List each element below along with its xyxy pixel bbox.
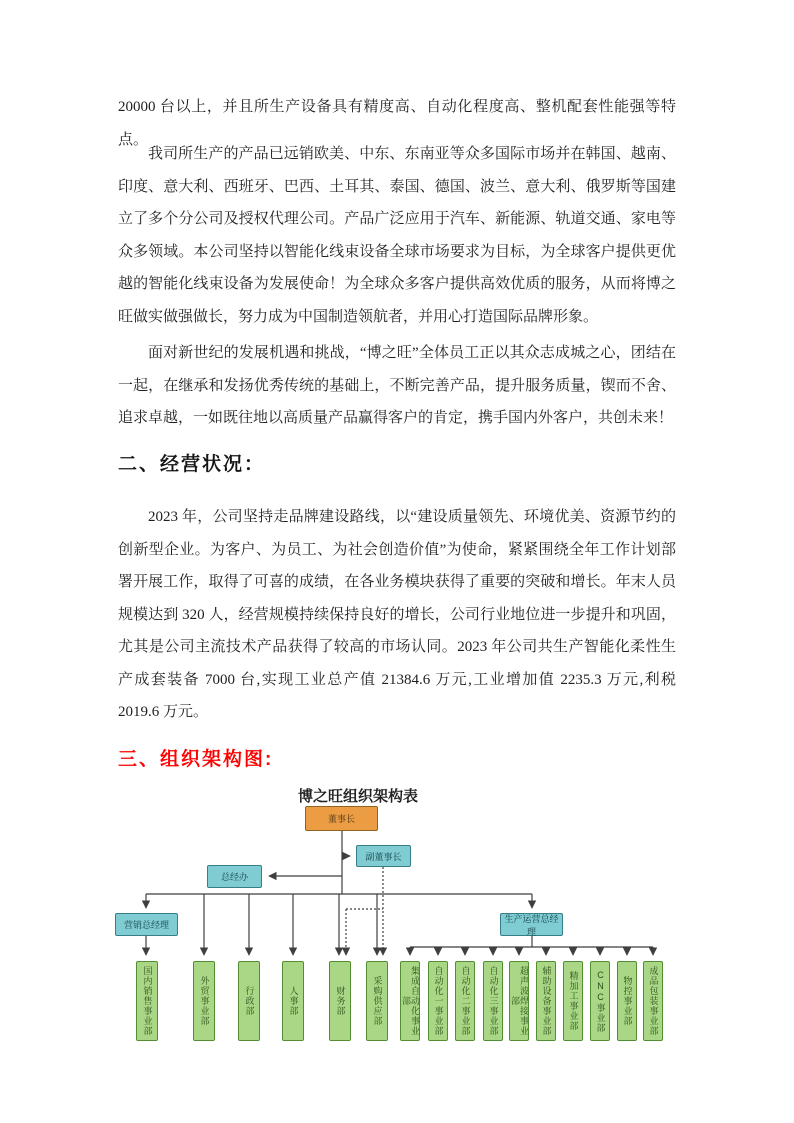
org-dept-ultrasonic-welding: 超声波焊接事业部: [509, 961, 529, 1041]
org-dept-auxiliary-equipment: 辅助设备事业部: [536, 961, 556, 1041]
paragraph-intro-tail: 20000 台以上，并且所生产设备具有精度高、自动化程度高、整机配套性能强等特点。: [118, 99, 676, 148]
org-dept-domestic-sales: 国内销售事业部: [136, 961, 158, 1041]
org-dept-automation-1: 自动化一事业部: [428, 961, 448, 1041]
org-dept-packaging: 成品包装事业部: [643, 961, 663, 1041]
heading-org-chart: 三、组织架构图:: [118, 749, 274, 770]
org-node-gm-office: 总经办: [207, 865, 262, 888]
org-dept-cnc: CNC事业部: [590, 961, 610, 1041]
org-dept-precision-machining: 精加工事业部: [563, 961, 583, 1041]
org-chart: [95, 783, 705, 1083]
org-dept-administration: 行政部: [238, 961, 260, 1041]
org-dept-automation-2: 自动化二事业部: [455, 961, 475, 1041]
org-chart-title: 博之旺组织架构表: [297, 788, 418, 805]
org-dept-material-control: 物控事业部: [617, 961, 637, 1041]
paragraph-future: 面对新世纪的发展机遇和挑战，“博之旺”全体员工正以其众志成城之心，团结在一起，在继承和发扬优秀传统的基础上，不断完善产品，提升服务质量，锲而不舍、追求卓越，一如既往地以高质量产品赢得客户的肯定，携手国内外客户，共创未来！: [118, 345, 676, 426]
org-node-operations-gm: 生产运营总经理: [500, 913, 563, 936]
org-dept-integrated-automation: 集成自动化事业部: [400, 961, 420, 1041]
org-node-vice-chairman: 副董事长: [356, 845, 411, 867]
heading-operations: 二、经营状况：: [118, 454, 266, 475]
org-dept-foreign-trade: 外贸事业部: [193, 961, 215, 1041]
org-dept-hr: 人事部: [282, 961, 304, 1041]
org-node-marketing-gm: 营销总经理: [115, 913, 178, 936]
paragraph-operations: 2023 年，公司坚持走品牌建设路线，以“建设质量领先、环境优美、资源节约的创新型企业。为客户、为员工、为社会创造价值”为使命，紧紧围绕全年工作计划部署开展工作，取得了可喜的成绩，在各业务模块获得了重要的突破和增长。年末人员规模达到 320 人，经营规模持续保持良好的增长，公司行业地位进一步提升和巩固，尤其是公司主流技术产品获得了较高的市场认同。2023 年公司共生产智能化柔性生产成套装备 7000 台,实现工业总产值 21384.6 万元,工业增加值 2235.3 万元,利税 2019.6 万元。: [118, 509, 676, 720]
org-dept-finance: 财务部: [329, 961, 351, 1041]
org-dept-purchasing-supply: 采购供应部: [366, 961, 388, 1041]
paragraph-markets: 我司所生产的产品已远销欧美、中东、东南亚等众多国际市场并在韩国、越南、印度、意大利、西班牙、巴西、土耳其、泰国、德国、波兰、意大利、俄罗斯等国建立了多个分公司及授权代理公司。产品广泛应用于汽车、新能源、轨道交通、家电等众多领域。本公司坚持以智能化线束设备全球市场要求为目标，为全球客户提供更优越的智能化线束设备为发展使命！为全球众多客户提供高效优质的服务，从而将博之旺做实做强做长，努力成为中国制造领航者，并用心打造国际品牌形象。: [118, 146, 676, 325]
org-node-chairman: 董事长: [305, 806, 378, 831]
org-dept-automation-3: 自动化三事业部: [483, 961, 503, 1041]
